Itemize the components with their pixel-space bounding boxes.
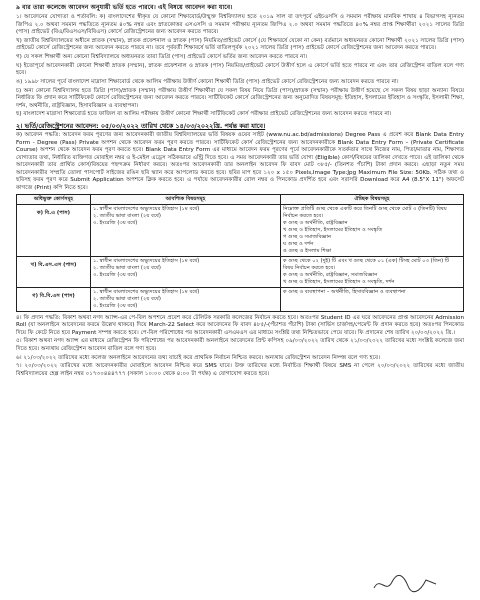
table-header-row xyxy=(17,195,464,205)
eligibility-paragraph: গ) যে সকল শিক্ষার্থী অন্য কোনো বিশ্ববিদ্যালয়ে অধ্যয়নরত তারা ডিগ্রি (পাস) প্রাইভেট কোর্সে ভর্তির জন্য আবেদন করতে পারবে না। xyxy=(16,54,308,61)
header-line: ৯ বার তারা কলেজে আবেদন অনুযায়ী ভর্তি হতে পারবে। এই বিষয়ে আবেদন করা যাবে। xyxy=(16,4,233,11)
course-level-cell: গ) বি.বি.এস (পাস) xyxy=(17,287,91,311)
note-paragraph: ৬। ২১/০৩/২০২২ তারিখের মধ্যে কলেজ অনলাইনে আবেদনের তথ্য যাচাই করে প্রাথমিক নির্বাচন নিশ্চিত করবে। অন্যথায় রেজিস্ট্রেশন আবেদন নিষ্পন্ন বলে গণ্য হবে। xyxy=(16,354,380,361)
table-row xyxy=(17,205,464,257)
course-level-cell: ক) বি.এ (পাস) xyxy=(17,205,91,257)
table-header-cell: আবশ্যিক বিষয়সমূহ xyxy=(91,195,281,205)
optional-subjects-cell: নিম্নোক্ত প্রতিটি গুচ্ছ থেকে একটি করে তিনটি গুচ্ছ থেকে মোট ৩ (তিনটি) বিষয় নির্বাচন করতে হবে। ক গুচ্ছ ও অর্থনীতি, রাষ্ট্রবিজ্ঞান খ গুচ্ছ ও ইতিহাস, ইসলামের ইতিহাস ও সংস্কৃতি গ গুচ্ছ ও সমাজবিজ্ঞান ঘ গুচ্ছ ও দর্শন ঙ গুচ্ছ ও ইসলাম শিক্ষা xyxy=(281,205,464,257)
note-paragraph: ৫। বিকাশ অথবা নগদ অ্যাপ্স এর মাধ্যমে রেজিস্ট্রেশন ফি পরিশোধের পর আবেদনকারী অনলাইনে আবেদনের প্রিন্ট কপিসহ ০৯/০৩/২০২২ তারিখ থেকে ২১/০৩/২০২২ তারিখের মধ্যে সংশ্লিষ্ট কলেজে জমা দিতে হবে। অন্যথায় রেজিস্ট্রেশন আবেদন বাতিল বলে গণ্য হবে। xyxy=(16,338,464,352)
notes-section xyxy=(16,315,464,378)
table-header-cell: অধিভুক্ত কোর্সসমূহ xyxy=(17,195,91,205)
note-paragraph: ৭। ২০/০৩/২০২২ তারিখের মধ্যে আবেদনকারীর মোবাইলে আবেদন নিশ্চিত করে SMS যাবে। উক্ত তারিখের মধ্যে নির্বাচিত শিক্ষার্থী বিষয়ে SMS না পেলে ২০/০৩/২০২২ তারিখের মধ্যে জাতীয় বিশ্ববিদ্যালয়ের হেল্প লাইন নম্বর ০১৭৩০৪৪৪৭৭৭ (সকাল ১০:০০ থেকে ৪:০০ টা পর্যন্ত) এ যোগাযোগ করতে হবে। xyxy=(16,363,464,377)
section-2-title: ২। ভর্তি/রেজিস্ট্রেশনের আবেদন: ০৫/০৩/২০২২ তারিখ থেকে ১৪/০৩/২০২২খ্রি. পর্যন্ত করা যাবে। xyxy=(16,121,266,130)
eligibility-paragraph: ঘ) ইতোপূর্বে আবেদনকারী কোনো শিক্ষার্থী স্নাতক (সম্মান), স্নাতক প্রফেশনাল ও স্নাতক (পাস) নিয়মিত/প্রাইভেট কোর্সে উত্তীর্ণ হলে এ কোর্সে ভর্তি হতে পারবে না এবং তার রেজিস্ট্রেশন বাতিল বলে গণ্য হবে। xyxy=(16,62,464,77)
table-row xyxy=(17,256,464,287)
subject-table xyxy=(16,194,464,312)
eligibility-paragraph: ঙ) ১৯৯৮ সালের পূর্বে বাংলাদেশ মাদ্রাসা শিক্ষাবোর্ড থেকে আলিম পরীক্ষায় উত্তীর্ণ কোনো শিক্ষার্থী ডিগ্রি (পাস) প্রাইভেট কোর্সে রেজিস্ট্রেশনের জন্য আবেদন করতে পারবে না। xyxy=(16,78,399,85)
eligibility-paragraph: খ) জাতীয় বিশ্ববিদ্যালয়ের অধীনে স্নাতক (সম্মান), স্নাতক প্রফেশনাল ও স্নাতক (পাস) নিয়মিত/প্রাইভেট কোর্সে (যে শিক্ষাবর্ষে যেকো না কেন) বর্তমানে অধ্যয়নরত কোনো শিক্ষার্থী ২০২১ সালের ডিগ্রি (পাস) প্রাইভেট কোর্সে রেজিস্ট্রেশনের জন্য আবেদন করতে পারবে না। তবে পূর্ববর্তী শিক্ষাবর্ষে ভর্তি বাতিলপূর্বক ২০২১ সালের ডিগ্রি (পাস) প্রাইভেট কোর্সে রেজিস্ট্রেশনের জন্য আবেদন করতে পারবে। xyxy=(16,37,464,52)
note-paragraph: ৪। ফি প্রদান পদ্ধতি: বিকাশ অথবা নগদ অ্যাপ্স-এর পে-বিল অপশনে প্রবেশ করে টেলিটক সরকারি কলেজের নির্বাচন করতে হবে। অতঃপর Student ID এর ঘরে আবেদনের প্রাপ্ত আবেদনের Admission Roll (যা অনলাইনে আবেদনের ফরমে উল্লেখ থাকবে) দিয়ে March-22 Select করে আবেদনের ফি বাবদ ৪৮৫/-(পঁচাশত পঁচাশি) টাকা (সার্ভিস চার্জসহ/পেমেন্ট ফি প্রদান করতে হবে) অতঃপর পিনকোড দিয়ে ফি কেটে নিতে হবে Payment সম্পন্ন করতে হবে। পে-বিল পরিশোধের পর আবেদনকারী এসএমএস এর মাধ্যমে সংশ্লিষ্ট তথ্য নিশ্চিতভাবে পেয়ে যাবে। ফি প্রদানের শেষ তারিখ ২০/০৩/২০২২ খ্রি.। xyxy=(16,314,464,336)
optional-subjects-cell: ক গুচ্ছ ও ব্যবস্থাপনা – অর্থনীতি, হিসাববিজ্ঞান ও ব্যবস্থাপনা xyxy=(281,287,464,311)
compulsory-subjects-cell: ১. স্বাধীন বাংলাদেশের অভ্যুদয়ের ইতিহাস (১ম বর্ষে) ২. জাতীয় ভাষা বাংলা (২য় বর্ষে) ৩. ইংরেজি (৩য় বর্ষে) xyxy=(91,205,281,257)
optional-subjects-cell: ক গুচ্ছ থেকে ০২ (দুই) টি এবং খ গুচ্ছ থেকে ০১ (এক) টিসহ মোট ০৩ (তিন) টি বিষয় নির্বাচন করতে হবে। ক গুচ্ছ ও অর্থনীতি, রাষ্ট্রবিজ্ঞান, সমাজবিজ্ঞান খ গুচ্ছ ও ইতিহাস, ইসলামের ইতিহাস ও সংস্কৃতি, দর্শন xyxy=(281,256,464,287)
eligibility-paragraph: ১। আবেদনের যোগ্যতা ও শর্তাবলি: ক) বাংলাদেশের স্বীকৃত যে কোনো শিক্ষাবোর্ড/উন্মুক্ত বিশ্ববিদ্যালয় হতে ২০১৯ সাল বা তৎপূর্বে এইচএসসি ও সমমান পরীক্ষায় মানবিক শাখায় ৪ বিভাগসহ ন্যূনতম জিপিএ ২.০ অথবা সমমান পদ্ধতিতে ন্যূনতম ৪০% নম্বর এবং স্নাতকোত্তর এসএসসি ও সমমান পরীক্ষায় ন্যূনতম জিপিএ ২.০ অথবা সমমান পদ্ধতিতে ৪০% নম্বর প্রাপ্ত শিক্ষার্থীরা ২০২১ সালের ডিগ্রি (পাস) প্রাইভেট (বিএ/বিএসএস/বিবিএস) কোর্সে রেজিস্ট্রেশনের জন্য আবেদন করতে পারবে। xyxy=(16,14,464,36)
compulsory-subjects-cell: ১. স্বাধীন বাংলাদেশের অভ্যুদয়ের ইতিহাস (১ম বর্ষে) ২. জাতীয় ভাষা বাংলা (২য় বর্ষে) ৩. ইংরেজি (৩য় বর্ষে) xyxy=(91,287,281,311)
eligibility-paragraph: ছ) বাংলাদেশ মাদ্রাসা শিক্ষাবোর্ড হতে ফাজিল বা আলিম পরীক্ষায় উত্তীর্ণ কোনো শিক্ষার্থী সার্টিফিকেট কোর্স পরীক্ষার প্রাইভেট রেজিস্ট্রেশনের জন্য আবেদন করতে পারবে না। xyxy=(16,111,392,118)
compulsory-subjects-cell: ১. স্বাধীন বাংলাদেশের অভ্যুদয়ের ইতিহাস (১ম বর্ষে) ২. জাতীয় ভাষা বাংলা (২য় বর্ষে) ৩. ইংরেজি (৩য় বর্ষে) xyxy=(91,256,281,287)
application-method-paragraph: ক) আবেদন পদ্ধতি: আবেদন ফরম পূরণের জন্য আবেদনকারী জাতীয় বিশ্ববিদ্যালয়ের ভর্তি বিষয়ক ওয়েব সাইট (www.nu.ac.bd/admissions) Degree Pass এ প্রবেশ করে Blank Data Entry Form - Degree (Pass) Private অপশন থেকে আবেদন ফরম পূরণ করতে পারবে। সার্টিফিকেট কোর্স রেজিস্ট্রেশনের জন্য আবেদনকারীকে Blank Data Entry Form – (Private Certificate Course) অপশন থেকে আবেদন ফরম পূরণ করতে হবে। Blank Data Entry Form এর মাধ্যমে আবেদন ফরম পূরণের পূর্বে আবেদনকারীকে সতর্কতার সাথে নিজের নাম, পিতা/মাতার নাম, শিক্ষাগত যোগ্যতার তথ্য, নির্ধারিত ব্যক্তিগত মোবাইল নম্বর ও ই-মেইল এড্রেস সঠিকভাবে এন্ট্রি দিতে হবে। এ সময় আবেদনকারী তার ভর্তি যোগ্য (Eligible) কোর্স/বিষয়ের তালিকা দেখতে পাবে। এই তালিকা থেকে আবেদনকারী তার প্রার্থিত কোর্স/বিষয়ের পছন্দক্রম নির্ধারণ করবে। অতঃপর আবেদনকারী তার অনলাইন আবেদন ফি বাবদ মোট ৩৮৫/- (তিনশত পঁচাশি) টাকা প্রদান করবে। এছাড়া নতুন সময় আবেদনকারীর সম্প্রতি তোলা পাসপোর্ট সাইজের রঙিন ছবি স্ক্যান করে আপলোড করতে হবে। ছবির মাপ হবে ১২০ x ১৫০ Pixels,Image Type:Jpg Maximum File Size: 50Kb. সঠিক তথ্য ও ছবিসহ ফরম পূরণ করে Submit Application অপশনে ক্লিক করতে হবে। এ পর্যায়ে আবেদনকারীর রোল নম্বর ও পিনকোড প্রদর্শিত হবে এবং সরাসরি Download করে A4 (8.5"X 11") অফসেট কাগজে (Print) কপি নিতে হবে। xyxy=(16,132,464,191)
eligibility-section xyxy=(16,14,464,118)
eligibility-paragraph: চ) অন্য কোনো বিশ্ববিদ্যালয় হতে ডিগ্রি (পাস)/স্নাতক (সম্মান) পরীক্ষায় উত্তীর্ণ শিক্ষার্থীরা যে সকল বিষয় নিয়ে ডিগ্রি (পাস)/স্নাতক (সম্মান) পরীক্ষায় উত্তীর্ণ হয়েছে সে সকল বিষয় ছাড়া অন্যান্য বিষয়ে নির্ধারিত ফি প্রদান করে সার্টিফিকেট কোর্সে রেজিস্ট্রেশনের জন্য আবেদন করতে পারবে। সার্টিফিকেট কোর্সে রেজিস্ট্রেশনের জন্য অনুমোদিত বিষয়সমূহ: ইতিহাস, ইসলামের ইতিহাস ও সংস্কৃতি, ইসলামী শিক্ষা, দর্শন, অর্থনীতি, রাষ্ট্রবিজ্ঞান, হিসাববিজ্ঞান ও ব্যবস্থাপনা। xyxy=(16,87,464,109)
table-row xyxy=(17,287,464,311)
table-header-cell: ঐচ্ছিক বিষয়সমূহ xyxy=(281,195,464,205)
signature-mark xyxy=(370,572,440,596)
course-level-cell: খ) বি.এস.এস (পাস) xyxy=(17,256,91,287)
